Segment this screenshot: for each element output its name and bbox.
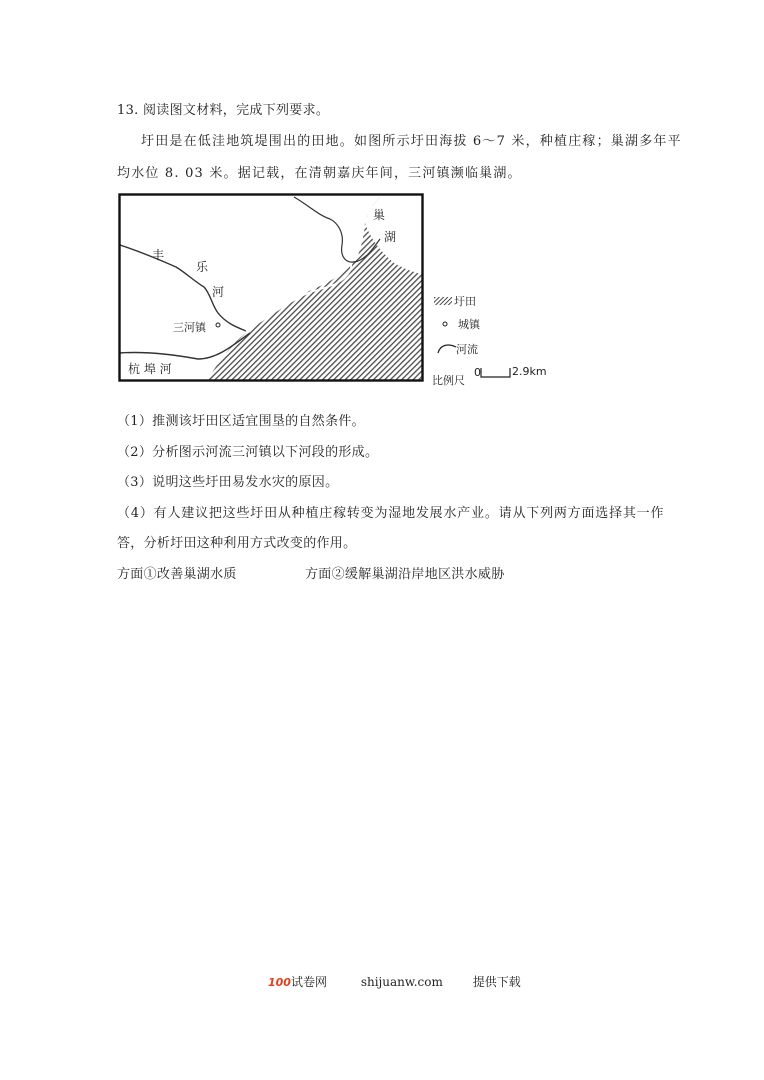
river1-char-1: 丰 — [152, 248, 165, 262]
legend-river-label: 河流 — [456, 343, 478, 356]
legend-town-label: 城镇 — [458, 318, 480, 331]
legend-river-symbol — [438, 345, 456, 353]
legend-scale-label: 比例尺 — [432, 374, 465, 387]
site-logo-text: 试卷网 — [290, 975, 327, 989]
site-logo: 100 — [268, 976, 291, 989]
polder-map — [118, 193, 424, 382]
town-marker — [216, 323, 220, 327]
question-title: 13. 阅读图文材料，完成下列要求。 — [117, 103, 330, 118]
legend-scale-value: 2.9km — [512, 365, 547, 378]
fengle-river — [120, 245, 246, 331]
scale-bar — [481, 368, 510, 377]
download-text: 提供下载 — [472, 975, 521, 989]
legend-polder-label: 圩田 — [454, 295, 476, 308]
material-paragraph-line-1: 圩田是在低洼地筑堤围出的田地。如图所示圩田海拔 6～7 米，种植庄稼；巢湖多年平 — [141, 134, 682, 149]
page-footer — [268, 973, 521, 990]
river1-char-3: 河 — [212, 285, 225, 299]
legend-scale-zero: 0 — [474, 366, 481, 379]
sub-question-4-line-1: （4）有人建议把这些圩田从种植庄稼转变为湿地发展水产业。请从下列两方面选择其一作 — [117, 506, 665, 521]
town-label: 三河镇 — [173, 321, 206, 334]
sub-question-2: （2）分析图示河流三河镇以下河段的形成。 — [117, 445, 379, 460]
river2-label: 杭 埠 河 — [128, 362, 172, 376]
sub-question-3: （3）说明这些圩田易发水灾的原因。 — [117, 475, 339, 490]
option-1: 方面①改善巢湖水质 — [117, 567, 237, 582]
lake-label-1: 巢 — [373, 208, 386, 222]
sub-question-4-line-2: 答，分析圩田这种利用方式改变的作用。 — [117, 536, 357, 551]
lake-label-2: 湖 — [384, 230, 397, 244]
material-paragraph-line-2: 均水位 8. 03 米。据记载，在清朝嘉庆年间，三河镇濒临巢湖。 — [117, 166, 522, 181]
site-url[interactable]: shijuanw.com — [360, 975, 443, 989]
legend-polder-swatch — [434, 297, 452, 305]
sub-question-1: （1）推测该圩田区适宜围垦的自然条件。 — [117, 414, 365, 429]
river1-char-2: 乐 — [196, 260, 209, 274]
map-legend — [430, 293, 560, 388]
legend-town-marker — [443, 322, 447, 326]
option-2: 方面②缓解巢湖沿岸地区洪水威胁 — [305, 567, 505, 582]
